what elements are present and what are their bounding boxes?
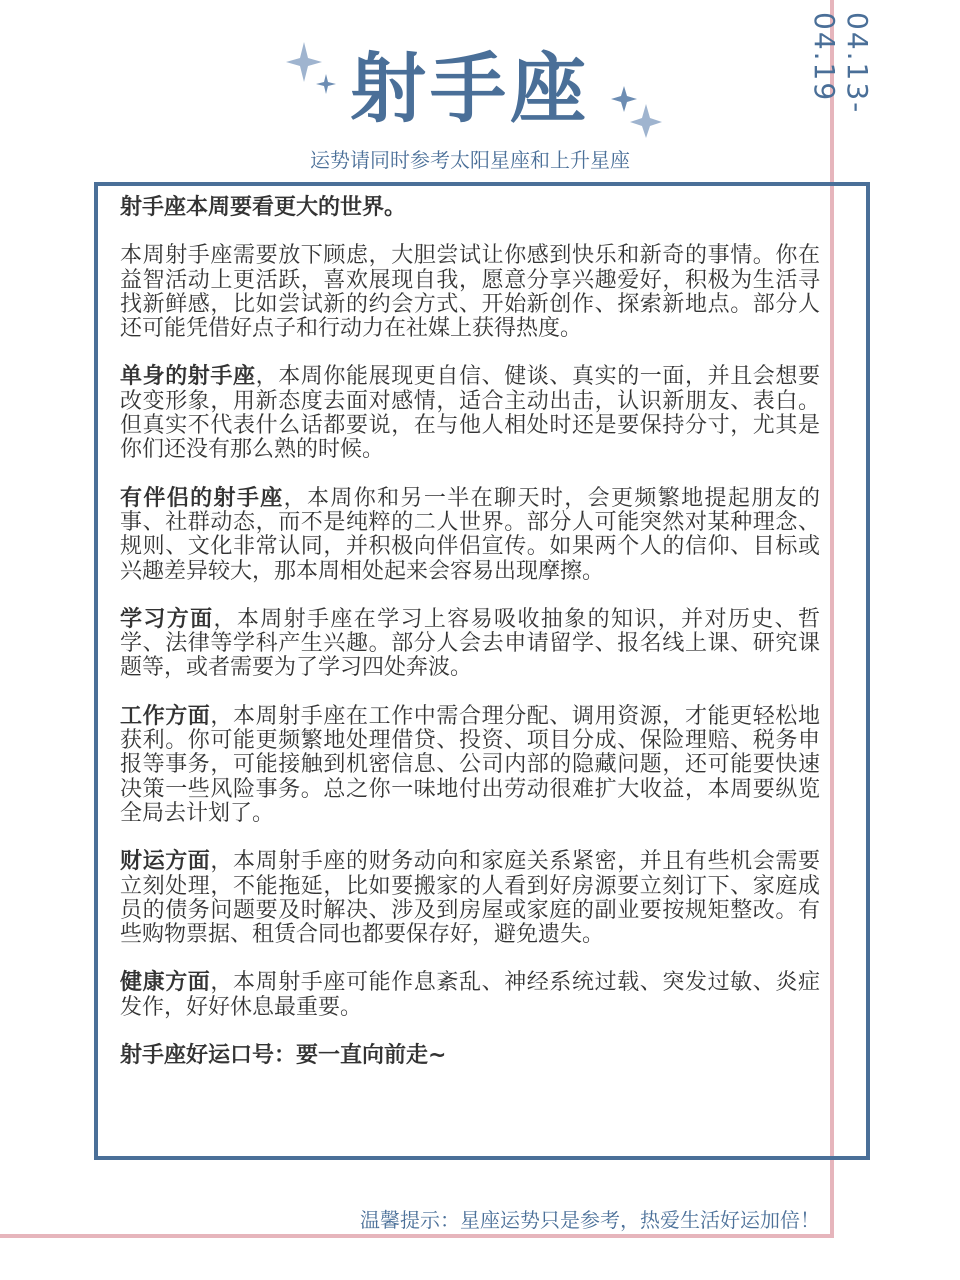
section-text: ，本周射手座在学习上容易吸收抽象的知识，并对历史、哲学、法律等学科产生兴趣。部分人会去申请留学、报名线上课、研究课题等，或者需要为了学习四处奔波。 bbox=[120, 606, 820, 681]
section-couple bbox=[120, 487, 820, 584]
page-subtitle: 运势请同时参考太阳星座和上升星座 bbox=[310, 148, 630, 172]
intro-heading: 射手座本周要看更大的世界。 bbox=[120, 195, 407, 220]
section-label: 有伴侣的射手座 bbox=[120, 485, 284, 511]
page-title: 射手座 bbox=[350, 44, 590, 133]
section-text: ，本周你和另一半在聊天时，会更频繁地提起朋友的事、社群动态，而不是纯粹的二人世界。部分人可能突然对某种理念、规则、文化非常认同，并积极向伴侣宣传。如果两个人的信仰、目标或兴趣差异较大，那本周相处起来会容易出现摩擦。 bbox=[120, 485, 820, 584]
section-text: ，本周你能展现更自信、健谈、真实的一面，并且会想要改变形象，用新态度去面对感情，适合主动出击，认识新朋友、表白。但真实不代表什么话都要说，在与他人相处时还是要保持分寸，尤其是你们还没有那么熟的时候。 bbox=[120, 364, 820, 463]
date-range: 04.13-04.19 bbox=[808, 12, 874, 115]
section-label: 健康方面 bbox=[120, 970, 211, 996]
section-single bbox=[120, 365, 820, 462]
section-text: ，本周射手座可能作息紊乱、神经系统过载、突发过敏、炎症发作，好好休息最重要。 bbox=[120, 970, 820, 1020]
overview-paragraph: 本周射手座需要放下顾虑，大胆尝试让你感到快乐和新奇的事情。你在益智活动上更活跃，喜欢展现自我，愿意分享兴趣爱好，积极为生活寻找新鲜感，比如尝试新的约会方式、开始新创作、探索新地点。部分人还可能凭借好点子和行动力在社媒上获得热度。 bbox=[120, 243, 820, 342]
footer-tip: 温馨提示：星座运势只是参考，热爱生活好运加倍！ bbox=[360, 1208, 820, 1232]
pink-horizontal-line bbox=[0, 1234, 834, 1238]
section-label: 财运方面 bbox=[120, 849, 211, 875]
section-label: 工作方面 bbox=[120, 703, 211, 729]
section-finance bbox=[120, 850, 820, 947]
slogan-text: 射手座好运口号：要一直向前走~ bbox=[120, 1043, 447, 1069]
section-label: 单身的射手座 bbox=[120, 364, 256, 390]
section-study bbox=[120, 608, 820, 681]
horoscope-content bbox=[120, 196, 820, 1092]
section-text: ，本周射手座在工作中需合理分配、调用资源，才能更轻松地获利。你可能更频繁地处理借贷、投资、项目分成、保险理赔、税务申报等事务，可能接触到机密信息、公司内部的隐藏问题，还可能要快速决策一些风险事务。总之你一味地付出劳动很难扩大收益，本周要纵览全局去计划了。 bbox=[120, 703, 820, 826]
section-health bbox=[120, 971, 820, 1020]
section-label: 学习方面 bbox=[120, 606, 214, 632]
section-text: ，本周射手座的财务动向和家庭关系紧密，并且有些机会需要立刻处理，不能拖延，比如要搬家的人看到好房源要立刻订下、家庭成员的债务问题要及时解决、涉及到房屋或家庭的副业要按规矩整改。有些购物票据、租赁合同也都要保存好，避免遗失。 bbox=[120, 849, 820, 948]
section-work bbox=[120, 705, 820, 826]
slogan bbox=[120, 1044, 820, 1068]
